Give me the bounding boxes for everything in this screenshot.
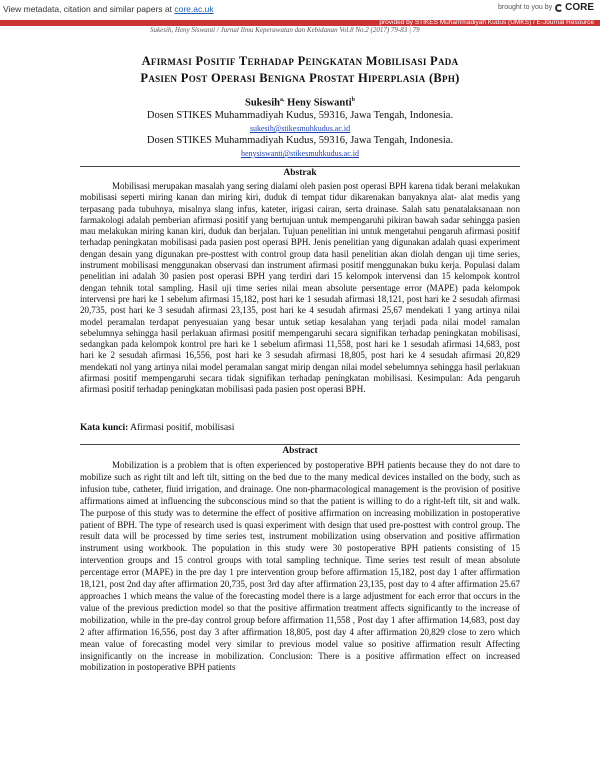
brought-by-text: brought to you by — [498, 4, 553, 11]
affiliation-2: Dosen STIKES Muhammadiyah Kudus, 59316, Jawa Tengah, Indonesia. — [146, 135, 454, 146]
core-banner — [0, 0, 600, 21]
running-header: Sukesih, Heny Siswanti / Jurnal Ilmu Keperawatan dan Kebidanan Vol.8 No.2 (2017) 79-83 | 79 — [150, 26, 420, 34]
banner-brand[interactable] — [498, 2, 594, 13]
affiliation-1: Dosen STIKES Muhammadiyah Kudus, 59316, Jawa Tengah, Indonesia. — [146, 110, 454, 121]
divider — [80, 166, 520, 167]
banner-metadata-text: View metadata, citation and similar papers at core.ac.uk — [3, 4, 214, 14]
divider — [80, 444, 520, 445]
abstrak-heading: Abstrak — [283, 168, 317, 178]
email-2[interactable]: henysiswanti@stikesmuhkudus.ac.id — [240, 149, 360, 158]
abstract-body: Mobilization is a problem that is often experienced by postoperative BPH patients because they do not dare to mobilize such as right tilt and left tilt, sitting on the bed due to the many medical devices installed on the body, such as infusion tube, catheter, fluid irrigation, and drainage. One non-pharmacological management is the provision of positive affirmations aimed at influencing the subconscious mind so that the patient is willing to do a right-left tilt, sit and walk. The purpose of this study was to determine the effect of positive affirmation on increasing mobilization in postoperative patient of BPH. The type of research used is quasi experiment with design that used pre-posttest with control group. The result data will be processed by time series test, instrument mobilization using observation and positive affirmation instrument using workbook. The population in this study were 30 postoperative BPH patients consisting of 15 intervention groups and 15 control groups with total sampling technique. Time series test result of mean absolute percentage error (MAPE) in the pre day 1 pre intervention group before affirmation 15,182, post day 1 after affirmation 18,121, post 2nd day after affirmation 20,735, post 3rd day after affirmation 23,135, post day to 4 after affirmation 25.67 approaches 1 which means the value of the forecasting model there is a large adjustment for each error that occurs in the value of the previous prediction model so that the positive affirmation treatment affects significantly to the increase of mobilization, while in the pre-day control group before affirmation 11,558 , Post day 1 after affirmation 14,683, post day 2 after affirmation 16,556, post day 3 after affirmation 18,805, post day 4 after affirmation 20,829 close to zero which mean value of forecasting model very similar to previous model value so positive affirmation result Affecting insignificantly on the increase in mobilization. Conclusion: There is a positive affirmation effect on increased mobilization in postoperative BPH patients — [80, 460, 520, 673]
title-line-1: Afirmasi Positif Terhadap Peingkatan Mobilisasi Pada — [141, 54, 459, 68]
core-logo: CORE — [555, 2, 594, 13]
abstract-heading: Abstract — [282, 446, 318, 456]
keywords: Kata kunci: Afirmasi positif, mobilisasi — [80, 423, 235, 433]
authors: Sukesih$^{a,}$ Heny Siswanti$^b$ — [245, 97, 355, 109]
email-1[interactable]: sukesih@stikesmuhkudus.ac.id — [249, 124, 351, 133]
core-link[interactable]: core.ac.uk — [174, 4, 214, 14]
paper-title — [60, 53, 540, 87]
provided-by-text: provided by STIKES Muhammadiyah Kudus (UMKS) / E-Journal Resource — [379, 19, 594, 26]
abstrak-body: Mobilisasi merupakan masalah yang sering dialami oleh pasien post operasi BPH karena tidak berani melakukan mobilisasi seperti miring kanan dan miring kiri, duduk di tempat tidur dikarenakan banyaknya alat- alat medis yang terpasang pada tubuhnya, misalnya slang infus, kateter, irigasi cairan, serta drainase. Salah satu penatalaksanaan non farmakologi adalah pemberian afirmasi positif yang bertujuan untuk mempengaruhi pikiran bawah sadar sehingga pasien mau melakukan miring kanan kiri, duduk dan berjalan. Tujuan penelitian ini untuk mengetahui pengaruh afirmasi positif terhadap peningkatan mobilisasi pada pasien post operasi BPH. Jenis penelitian yang digunakan adalah quasi experiment dengan desain yang digunakan pre-posttest with control group data hasil penelitian akan diolah dengan uji time series, instrument mobilisasi menggunakan observasi dan instrument afirmasi positif menggunakan buku kerja. Populasi dalam penelitian ini adalah 30 pasien post operasi BPH yang terdiri dari 15 kelompok intervensi dan 15 kelompok kontrol dengan tehnik total sampling. Hasil uji time series nilai mean absolute persentage error (MAPE) pada kelompok intervensi pre hari ke 1 sebelum afirmasi 15,182, post hari ke 1 sesudah afirmasi 18,121, post hari ke 2 sesudah afirmasi 20,735, post hari ke 3 sesudah afirmasi 23,135, post hari ke 4 sesudah afirmasi 25,67 mendekati 1 yang artinya nilai model peramalan terdapat penyesuaian yang besar untuk setiap kesalahan yang terjadi pada nilai model ramalan sebelumnya sehingga hasil perlakuan afirmasi positif mempengaruhi secara signifikan terhadap peningkatan mobilisasi, sedangkan pada kelompok kontrol pre hari ke 1 sebelum afirmasi 11,558, post hari ke 1 sesudah afirmasi 14,683, post hari ke 2 sesudah afirmasi 16,556, post hari ke 3 sesudah afirmasi 18,805, post hari ke 4 sesudah afirmasi 20,829 mendekati nol yang artinya nilai model peramalan sangat mirip dengan nilai model sebelumnya sehingga hasil perlakuan afirmasi positif mempengaruhi secara tidak signifikan terhadap peningkatan mobilisasi. Kesimpulan: Ada pengaruh afirmasi positif terhadap peningkatan mobilisasi pada pasien post operasi BPH. — [80, 181, 520, 395]
core-logo-icon — [555, 4, 563, 12]
title-line-2: Pasien Post Operasi Benigna Prostat Hiperplasia (Bph) — [140, 71, 460, 85]
